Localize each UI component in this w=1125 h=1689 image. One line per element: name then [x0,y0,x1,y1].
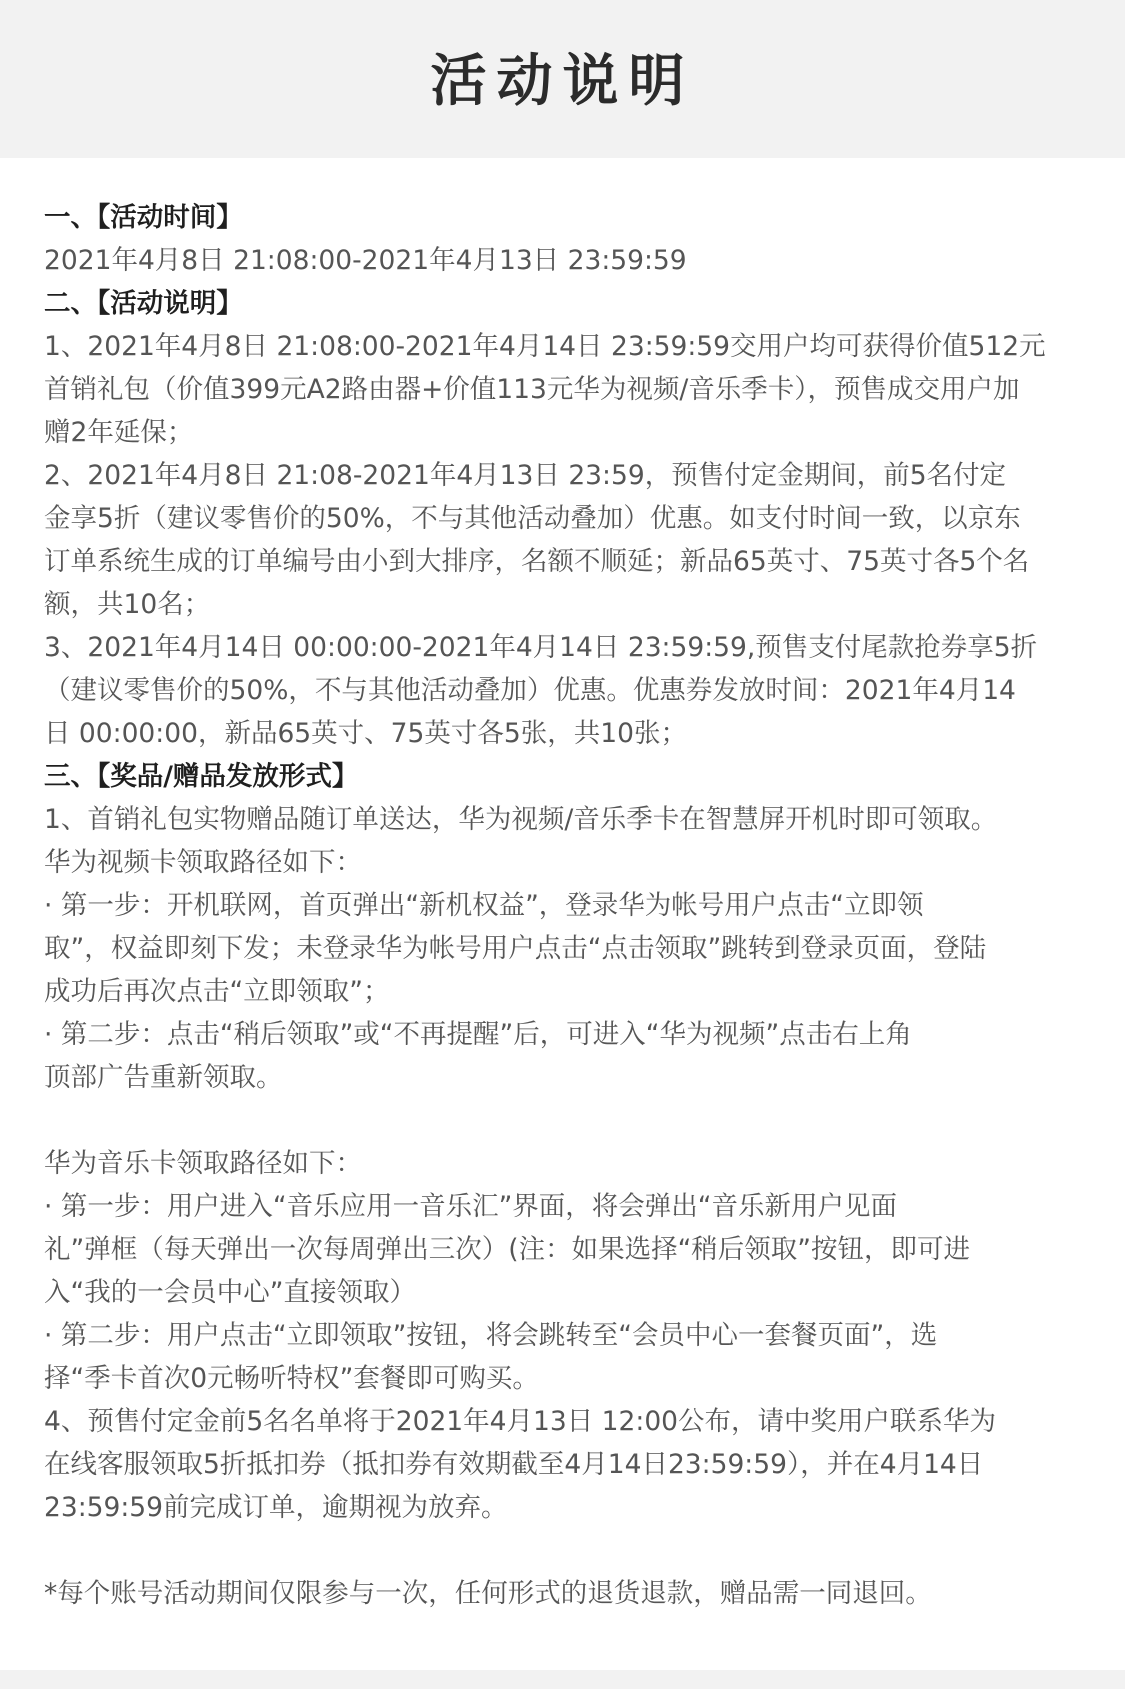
spacer [44,1529,1081,1572]
page-header [0,0,1125,158]
section-heading: 一、【活动时间】 [44,202,243,233]
text-line: · 第一步：用户进入“音乐应用一音乐汇”界面，将会弹出“音乐新用户见面 [44,1191,898,1222]
text-line: 华为视频卡领取路径如下： [44,847,362,878]
text-line: （建议零售价的50%，不与其他活动叠加）优惠。优惠券发放时间：2021年4月14 [44,675,1016,706]
spacer [44,1099,1081,1142]
text-line: 额，共10名； [44,589,211,620]
section-heading: 二、【活动说明】 [44,288,243,319]
content-card [0,158,1125,1670]
text-line: · 第二步：用户点击“立即领取”按钮，将会跳转至“会员中心一套餐页面”，选 [44,1320,938,1351]
text-line: *每个账号活动期间仅限参与一次，任何形式的退货退款，赠品需一同退回。 [44,1578,932,1609]
text-line: 3、2021年4月14日 00:00:00-2021年4月14日 23:59:59,预售支付尾款抢券享5折 [44,632,1038,663]
text-line: 2、2021年4月8日 21:08-2021年4月13日 23:59，预售付定金期间，前5名付定 [44,460,1007,491]
bottom-divider [0,1670,1125,1689]
text-line: 首销礼包（价值399元A2路由器+价值113元华为视频/音乐季卡），预售成交用户加 [44,374,1020,405]
text-line: 1、首销礼包实物赠品随订单送达，华为视频/音乐季卡在智慧屏开机时即可领取。 [44,804,998,835]
text-line: 金享5折（建议零售价的50%，不与其他活动叠加）优惠。如支付时间一致，以京东 [44,503,1021,534]
text-line: 入“我的一会员中心”直接领取） [44,1277,416,1308]
page-title: 活动说明 [430,49,695,114]
section-heading: 三、【奖品/赠品发放形式】 [44,761,359,792]
text-line: 礼”弹框（每天弹出一次每周弹出三次）(注：如果选择“稍后领取”按钮，即可进 [44,1234,971,1265]
text-line: 赠2年延保； [44,417,194,448]
text-line: 23:59:59前完成订单，逾期视为放弃。 [44,1492,508,1523]
text-line: 华为音乐卡领取路径如下： [44,1148,362,1179]
text-line: 4、预售付定金前5名名单将于2021年4月13日 12:00公布，请中奖用户联系华为 [44,1406,997,1437]
text-line: 日 00:00:00，新品65英寸、75英寸各5张，共10张； [44,718,687,749]
text-line: 取”，权益即刻下发；未登录华为帐号用户点击“点击领取”跳转到登录页面，登陆 [44,933,987,964]
text-line: 在线客服领取5折抵扣券（抵扣券有效期截至4月14日23:59:59），并在4月14日 [44,1449,984,1480]
text-line: 订单系统生成的订单编号由小到大排序，名额不顺延；新品65英寸、75英寸各5个名 [44,546,1030,577]
text-line: 1、2021年4月8日 21:08:00-2021年4月14日 23:59:59交用户均可获得价值512元 [44,331,1046,362]
text-line: 顶部广告重新领取。 [44,1062,283,1093]
text-line: · 第一步：开机联网，首页弹出“新机权益”，登录华为帐号用户点击“立即领 [44,890,924,921]
text-line: 成功后再次点击“立即领取”； [44,976,390,1007]
activity-description [44,196,1081,1615]
text-line: 择“季卡首次0元畅听特权”套餐即可购买。 [44,1363,539,1394]
text-line: 2021年4月8日 21:08:00-2021年4月13日 23:59:59 [44,245,687,276]
text-line: · 第二步：点击“稍后领取”或“不再提醒”后，可进入“华为视频”点击右上角 [44,1019,912,1050]
